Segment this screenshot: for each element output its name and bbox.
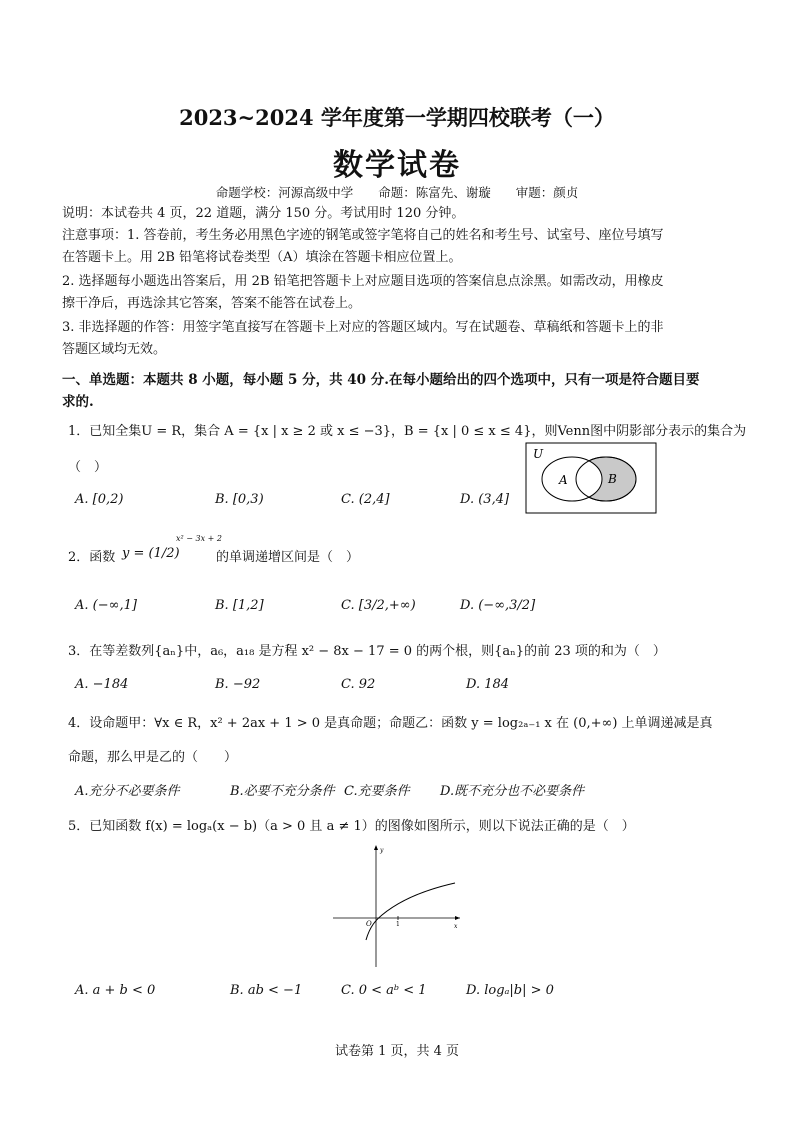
q3-option-d: D. 184 <box>466 677 510 692</box>
q4-option-c: C.充要条件 <box>344 784 410 799</box>
question-2-post: 的单调递增区间是（ ） <box>216 550 360 565</box>
exam-title: 2023~2024 学年度第一学期四校联考（一） <box>179 105 615 130</box>
question-4-line-1: 4．设命题甲：∀x ∈ R，x² + 2ax + 1 > 0 是真命题；命题乙：函数 y = log₂ₐ₋₁ x 在 (0,+∞) 上单调递减是真 <box>68 716 713 731</box>
section-heading-line-2: 求的. <box>62 394 94 410</box>
q3-option-b: B. −92 <box>215 677 261 692</box>
page-footer: 试卷第 1 页，共 4 页 <box>334 1044 460 1059</box>
question-2-exponent: x² − 3x + 2 <box>176 534 222 543</box>
q3-option-c: C. 92 <box>341 677 376 692</box>
q4-option-d: D.既不充分也不必要条件 <box>440 784 585 799</box>
note-2-line-1: 2. 选择题每小题选出答案后，用 2B 铅笔把答题卡上对应题目选项的答案信息点涂黑。如需改动，用橡皮 <box>62 274 664 289</box>
venn-label-u: U <box>533 447 544 461</box>
q4-option-a: A.充分不必要条件 <box>75 784 180 799</box>
question-1-paren: （ ） <box>68 460 108 475</box>
q3-option-a: A. −184 <box>75 677 129 692</box>
venn-label-a: A <box>559 473 568 487</box>
note-1-line-1: 注意事项：1. 答卷前，考生务必用黑色字迹的钢笔或签字笔将自己的姓名和考生号、试室号、座位号填写 <box>62 228 664 243</box>
note-1-line-2: 在答题卡上。用 2B 铅笔将试卷类型（A）填涂在答题卡相应位置上。 <box>62 250 462 265</box>
exam-subject: 数学试卷 <box>333 148 461 183</box>
q5-option-a: A. a + b < 0 <box>75 983 156 998</box>
graph-y-label: y <box>380 847 384 854</box>
question-3-text: 3．在等差数列{aₙ}中，a₆，a₁₈ 是方程 x² − 8x − 17 = 0 的两个根，则{aₙ}的前 23 项的和为（ ） <box>68 644 666 659</box>
q2-option-a: A. (−∞,1] <box>75 598 137 613</box>
q5-option-c: C. 0 < aᵇ < 1 <box>341 983 427 998</box>
venn-label-b: B <box>608 472 617 486</box>
section-heading-line-1: 一、单选题：本题共 8 小题，每小题 5 分，共 40 分.在每小题给出的四个选项中，只有一项是符合题目要 <box>62 372 700 388</box>
note-2-line-2: 擦干净后，再选涂其它答案，答案不能答在试卷上。 <box>62 296 362 311</box>
note-3-line-2: 答题区域均无效。 <box>62 342 167 357</box>
function-graph <box>330 840 465 970</box>
q5-option-d: D. logₐ|b| > 0 <box>466 983 554 998</box>
question-4-line-2: 命题，那么甲是乙的（ ） <box>68 750 238 765</box>
question-5-text: 5．已知函数 f(x) = logₐ(x − b)（a > 0 且 a ≠ 1）的图像如图所示，则以下说法正确的是（ ） <box>68 819 635 834</box>
q1-option-a: A. [0,2) <box>75 492 124 507</box>
question-2-pre: 2．函数 <box>68 550 116 565</box>
exam-description: 说明：本试卷共 4 页，22 道题，满分 150 分。考试用时 120 分钟。 <box>62 206 465 221</box>
note-3-line-1: 3. 非选择题的作答：用签字笔直接写在答题卡上对应的答题区域内。写在试题卷、草稿纸和答题卡上的非 <box>62 320 664 335</box>
q2-option-d: D. (−∞,3/2] <box>460 598 536 613</box>
q1-option-b: B. [0,3) <box>215 492 264 507</box>
question-1-text: 1．已知全集U = R，集合 A = {x | x ≥ 2 或 x ≤ −3}，B = {x | 0 ≤ x ≤ 4}，则Venn图中阴影部分表示的集合为 <box>68 424 747 439</box>
q2-option-b: B. [1,2] <box>215 598 264 613</box>
q5-option-b: B. ab < −1 <box>230 983 303 998</box>
q1-option-d: D. (3,4] <box>460 492 510 507</box>
question-2-formula: y = (1/2) <box>122 546 180 561</box>
q4-option-b: B.必要不充分条件 <box>230 784 335 799</box>
graph-tick-1-label: 1 <box>396 921 400 928</box>
q1-option-c: C. (2,4] <box>341 492 390 507</box>
exam-meta: 命题学校：河源高级中学 命题：陈富先、谢璇 审题：颜贞 <box>215 185 579 200</box>
graph-origin-label: O <box>366 920 372 928</box>
graph-x-label: x <box>454 923 458 930</box>
venn-diagram <box>525 442 657 514</box>
q2-option-c: C. [3/2,+∞) <box>341 598 416 613</box>
